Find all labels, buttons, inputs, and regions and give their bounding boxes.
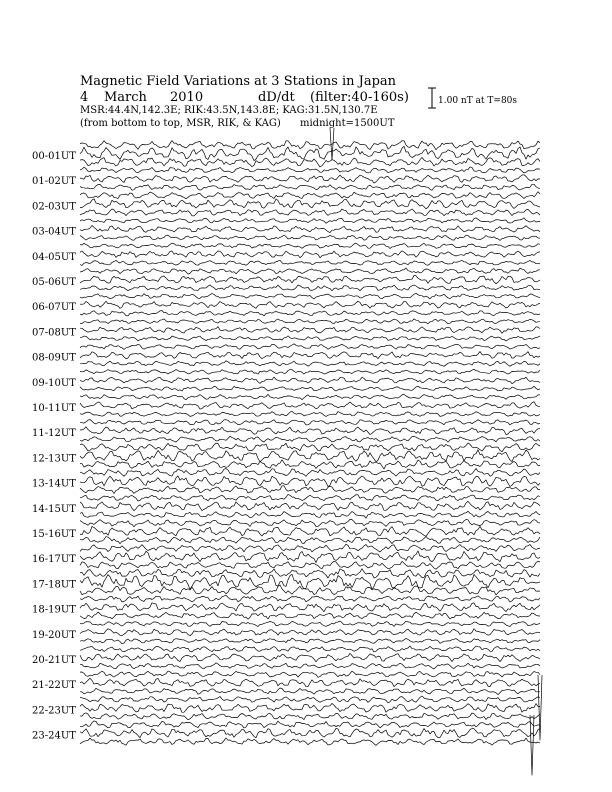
station-trace <box>80 450 540 462</box>
station-trace <box>80 427 540 435</box>
station-trace <box>80 361 540 367</box>
station-trace <box>80 544 540 552</box>
hour-label: 05-06UT <box>32 277 76 288</box>
hour-label: 20-21UT <box>32 655 76 666</box>
station-trace <box>80 251 540 258</box>
station-trace <box>80 402 540 409</box>
quantity-label: dD/dt <box>258 90 295 105</box>
date-day: 4 <box>80 90 89 105</box>
station-trace <box>80 141 540 150</box>
station-trace <box>80 209 540 216</box>
midnight-note: midnight=1500UT <box>300 118 395 129</box>
hour-label: 17-18UT <box>32 579 76 591</box>
station-trace <box>80 175 540 183</box>
station-trace <box>80 311 540 316</box>
station-trace <box>80 526 540 536</box>
station-trace <box>80 703 540 712</box>
station-trace <box>80 595 540 602</box>
station-trace <box>80 728 540 738</box>
station-trace <box>80 443 540 452</box>
station-trace <box>80 260 540 265</box>
hour-label: 03-04UT <box>32 226 76 238</box>
station-trace <box>80 653 540 661</box>
station-trace <box>80 199 540 209</box>
station-trace <box>80 167 540 173</box>
station-trace <box>80 638 540 644</box>
station-trace <box>80 537 540 544</box>
station-trace <box>80 327 540 334</box>
date-month: March <box>104 90 147 105</box>
station-trace <box>80 551 540 563</box>
station-trace <box>80 301 540 308</box>
station-trace <box>80 285 540 291</box>
hour-label: 01-02UT <box>32 176 76 188</box>
station-trace <box>80 663 540 669</box>
hour-label: 00-01UT <box>32 151 76 162</box>
hour-label: 14-15UT <box>32 503 76 515</box>
station-trace <box>80 738 540 745</box>
station-trace <box>80 225 540 232</box>
station-trace <box>80 420 540 425</box>
station-trace <box>80 275 540 283</box>
hour-label: 09-10UT <box>32 377 76 389</box>
station-trace <box>80 469 540 477</box>
hour-rows <box>32 128 542 775</box>
station-trace <box>80 696 540 703</box>
hour-label: 13-14UT <box>32 478 76 490</box>
hour-label: 21-22UT <box>32 680 76 692</box>
hour-label: 04-05UT <box>32 251 76 263</box>
station-trace <box>80 603 540 612</box>
stations-label: MSR:44.4N,142.3E; RIK:43.5N,143.8E; KAG:31.5N,130.7E <box>80 105 378 116</box>
station-trace <box>80 369 540 374</box>
station-trace <box>80 486 540 494</box>
station-trace <box>80 158 540 168</box>
station-trace <box>80 218 540 223</box>
hour-label: 12-13UT <box>32 453 76 465</box>
station-trace <box>80 436 540 442</box>
station-trace <box>80 511 540 518</box>
scale-bar <box>428 88 517 108</box>
station-trace <box>80 561 540 569</box>
hour-label: 07-08UT <box>32 327 76 339</box>
station-trace <box>80 585 540 595</box>
station-trace <box>80 569 540 578</box>
hour-label: 18-19UT <box>32 604 76 616</box>
station-trace <box>80 612 540 619</box>
station-trace <box>80 621 540 626</box>
hour-label: 16-17UT <box>32 554 76 566</box>
hour-label: 19-20UT <box>32 629 76 641</box>
hour-label: 08-09UT <box>32 352 76 364</box>
hour-label: 23-24UT <box>32 730 76 742</box>
station-trace <box>80 678 540 687</box>
station-trace <box>80 184 540 190</box>
station-trace <box>80 476 540 487</box>
station-trace <box>80 377 540 384</box>
date-year: 2010 <box>170 90 204 105</box>
station-trace <box>80 344 540 350</box>
station-trace <box>80 460 540 469</box>
order-note: (from bottom to top, MSR, RIK, & KAG) <box>80 118 281 129</box>
station-trace <box>80 319 540 324</box>
station-trace <box>80 235 540 240</box>
filter-label: (filter:40-160s) <box>310 90 409 105</box>
hour-label: 15-16UT <box>32 529 76 540</box>
station-trace <box>80 386 540 391</box>
scale-label: 1.00 nT at T=80s <box>438 96 518 106</box>
station-trace <box>80 646 540 652</box>
station-trace <box>80 411 540 416</box>
station-trace <box>80 394 540 399</box>
station-trace <box>80 268 540 274</box>
station-trace <box>80 574 540 589</box>
station-trace <box>80 494 540 501</box>
station-trace <box>80 192 540 199</box>
hour-label: 22-23UT <box>32 705 76 717</box>
chart-title: Magnetic Field Variations at 3 Stations in Japan <box>80 74 397 89</box>
hour-label: 02-03UT <box>32 201 76 213</box>
station-trace <box>80 352 540 359</box>
station-trace <box>80 243 540 248</box>
station-trace <box>80 721 540 728</box>
spike-trace <box>538 675 542 740</box>
station-trace <box>80 688 540 695</box>
station-trace <box>80 671 540 677</box>
station-trace <box>80 293 540 299</box>
station-trace <box>80 519 540 526</box>
station-trace <box>80 501 540 510</box>
hour-label: 06-07UT <box>32 302 76 314</box>
station-trace <box>80 336 540 341</box>
station-trace <box>80 713 540 720</box>
station-trace <box>80 629 540 636</box>
hour-label: 11-12UT <box>32 428 76 440</box>
hour-label: 10-11UT <box>32 403 76 414</box>
